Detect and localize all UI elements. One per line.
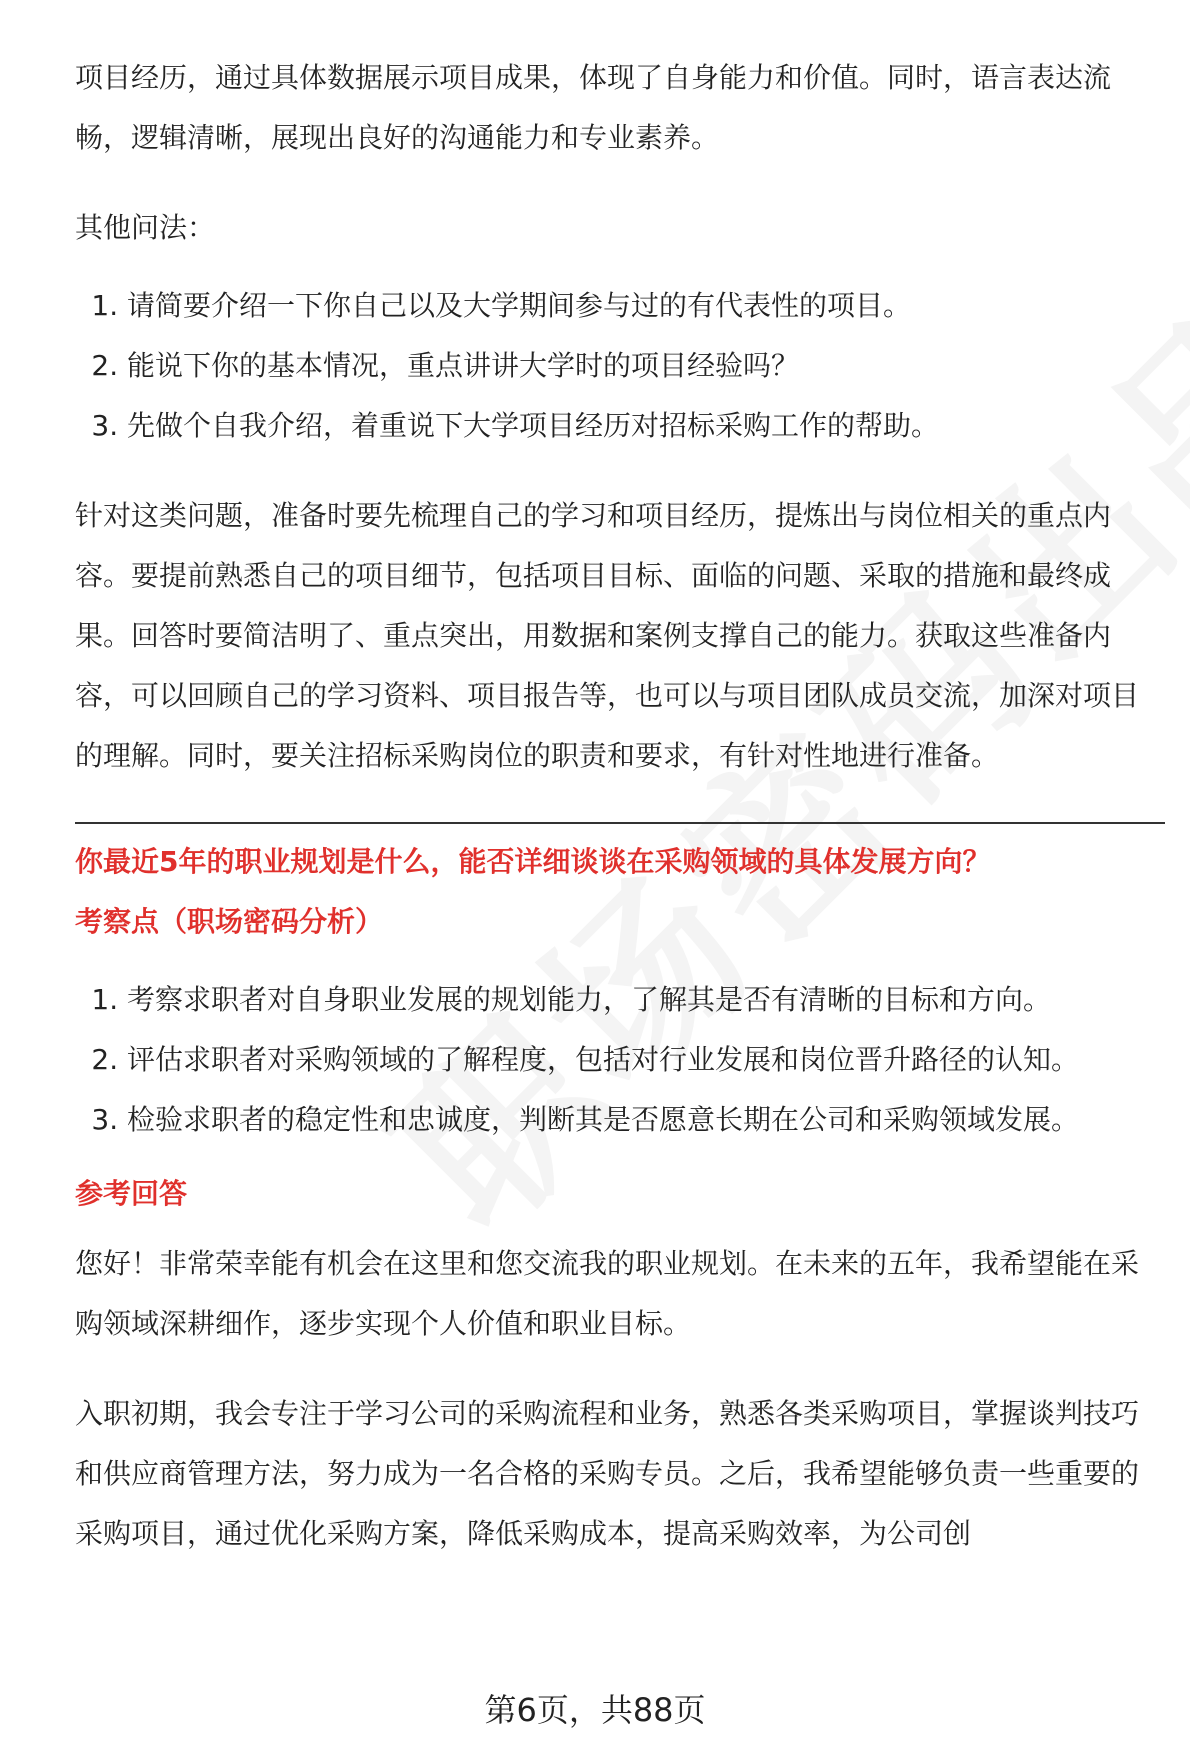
section-divider [75,822,1165,824]
list-item: 1. 请简要介绍一下你自己以及大学期间参与过的有代表性的项目。 [127,276,1165,336]
other-questions-list [75,276,1165,456]
analysis-points-list [75,970,1165,1150]
answer-paragraph: 您好！非常荣幸能有机会在这里和您交流我的职业规划。在未来的五年，我希望能在采购领域深耕细作，逐步实现个人价值和职业目标。 [75,1247,1140,1340]
list-item: 3. 先做个自我介绍，着重说下大学项目经历对招标采购工作的帮助。 [127,396,1165,456]
preparation-paragraph: 针对这类问题，准备时要先梳理自己的学习和项目经历，提炼出与岗位相关的重点内容。要提前熟悉自己的项目细节，包括项目目标、面临的问题、采取的措施和最终成果。回答时要简洁明了、重点突出，用数据和案例支撑自己的能力。获取这些准备内容，可以回顾自己的学习资料、项目报告等，也可以与项目团队成员交流，加深对项目的理解。同时，要关注招标采购岗位的职责和要求，有针对性地进行准备。 [75,499,1140,772]
list-item: 2. 能说下你的基本情况，重点讲讲大学时的项目经验吗？ [127,336,1165,396]
answer-paragraph: 入职初期，我会专注于学习公司的采购流程和业务，熟悉各类采购项目，掌握谈判技巧和供应商管理方法，努力成为一名合格的采购专员。之后，我希望能够负责一些重要的采购项目，通过优化采购方案，降低采购成本，提高采购效率，为公司创 [75,1397,1140,1550]
list-item: 1. 考察求职者对自身职业发展的规划能力，了解其是否有清晰的目标和方向。 [127,970,1165,1030]
intro-paragraph: 项目经历，通过具体数据展示项目成果，体现了自身能力和价值。同时，语言表达流畅，逻辑清晰，展现出良好的沟通能力和专业素养。 [75,61,1112,154]
list-item: 3. 检验求职者的稳定性和忠诚度，判断其是否愿意长期在公司和采购领域发展。 [127,1090,1165,1150]
answer-heading: 参考回答 [75,1177,188,1210]
analysis-heading: 考察点（职场密码分析） [75,905,384,938]
list-item: 2. 评估求职者对采购领域的了解程度，包括对行业发展和岗位晋升路径的认知。 [127,1030,1165,1090]
page-content [75,48,1165,1564]
other-questions-label: 其他问法： [75,211,216,244]
page-footer: 第6页，共88页 [484,1691,706,1729]
question-title: 你最近5年的职业规划是什么，能否详细谈谈在采购领域的具体发展方向？ [75,845,991,878]
